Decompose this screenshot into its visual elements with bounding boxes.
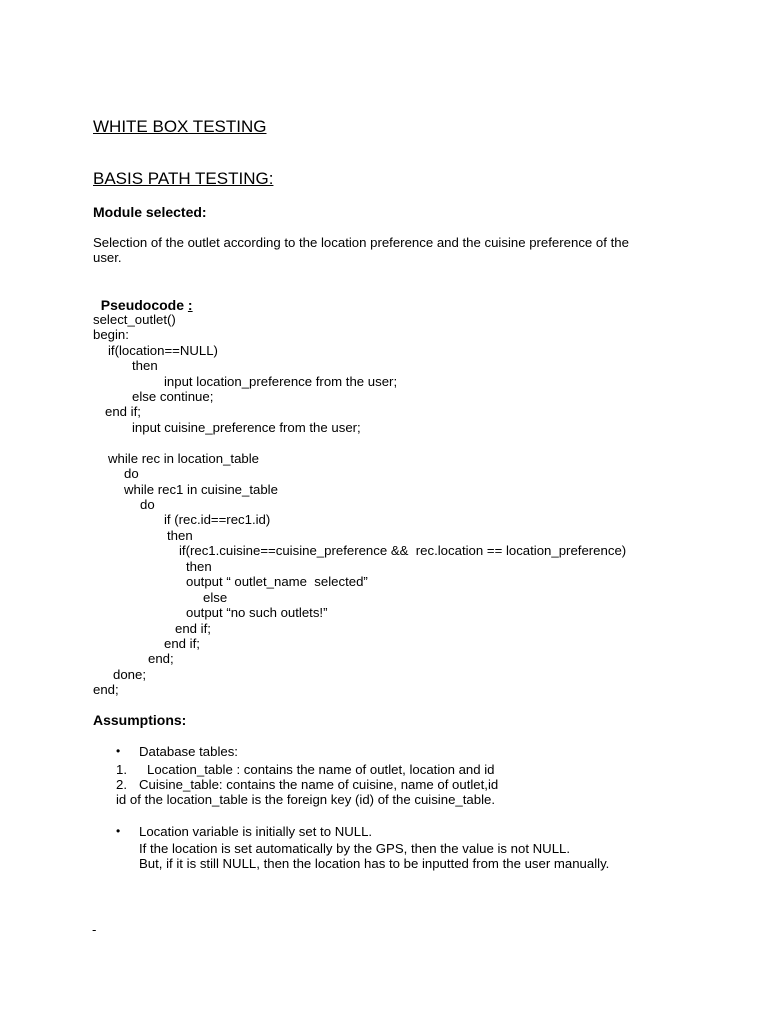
- heading-basis-path-testing: BASIS PATH TESTING:: [93, 169, 274, 188]
- code-line: if(location==NULL): [108, 343, 218, 358]
- pseudocode-colon: :: [187, 297, 193, 313]
- code-line: end if;: [105, 404, 141, 419]
- code-line: end;: [148, 651, 174, 666]
- code-line: do: [124, 466, 139, 481]
- code-line: done;: [113, 667, 147, 682]
- module-description-line-2: user.: [93, 250, 122, 265]
- code-line: output “ outlet_name selected”: [186, 574, 368, 589]
- list-number-1: 1.: [116, 762, 127, 777]
- code-line: input cuisine_preference from the user;: [132, 420, 361, 435]
- code-line: while rec in location_table: [108, 451, 260, 466]
- code-line: select_outlet(): [93, 312, 176, 327]
- code-line: end;: [93, 682, 119, 697]
- code-line: else continue;: [132, 389, 214, 404]
- code-line: while rec1 in cuisine_table: [124, 482, 278, 497]
- heading-white-box-testing: WHITE BOX TESTING: [93, 117, 267, 136]
- module-selected-label: Module selected:: [93, 204, 207, 220]
- database-tables-text: Database tables:: [139, 744, 238, 759]
- location-table-text: Location_table : contains the name of outlet, location and id: [147, 762, 495, 777]
- code-line: if (rec.id==rec1.id): [164, 512, 271, 527]
- pseudocode-label: [93, 281, 193, 313]
- bullet-location: •: [116, 824, 121, 838]
- pseudocode-label-text: Pseudocode: [100, 297, 185, 313]
- list-number-2: 2.: [116, 777, 127, 792]
- code-line: input location_preference from the user;: [164, 374, 398, 389]
- assumptions-label: Assumptions:: [93, 712, 187, 728]
- footer-mark: -: [92, 922, 97, 937]
- foreign-key-note: id of the location_table is the foreign key (id) of the cuisine_table.: [116, 792, 496, 807]
- code-line: if(rec1.cuisine==cuisine_preference && rec.location == location_preference): [179, 543, 627, 558]
- code-line: output “no such outlets!”: [186, 605, 328, 620]
- bullet-database: •: [116, 744, 121, 758]
- code-line: then: [132, 358, 158, 373]
- code-line: begin:: [93, 327, 129, 342]
- code-line: end if;: [164, 636, 200, 651]
- module-description-line-1: Selection of the outlet according to the location preference and the cuisine preference of the: [93, 235, 629, 250]
- code-line: then: [167, 528, 193, 543]
- code-line: end if;: [175, 621, 211, 636]
- code-line: do: [140, 497, 155, 512]
- location-variable-text: Location variable is initially set to NULL.: [139, 824, 373, 839]
- code-line: else: [203, 590, 228, 605]
- code-line: then: [186, 559, 212, 574]
- location-manual-text: But, if it is still NULL, then the location has to be inputted from the user manually.: [139, 856, 610, 871]
- cuisine-table-text: Cuisine_table: contains the name of cuisine, name of outlet,id: [139, 777, 499, 792]
- location-gps-text: If the location is set automatically by the GPS, then the value is not NULL.: [139, 841, 571, 856]
